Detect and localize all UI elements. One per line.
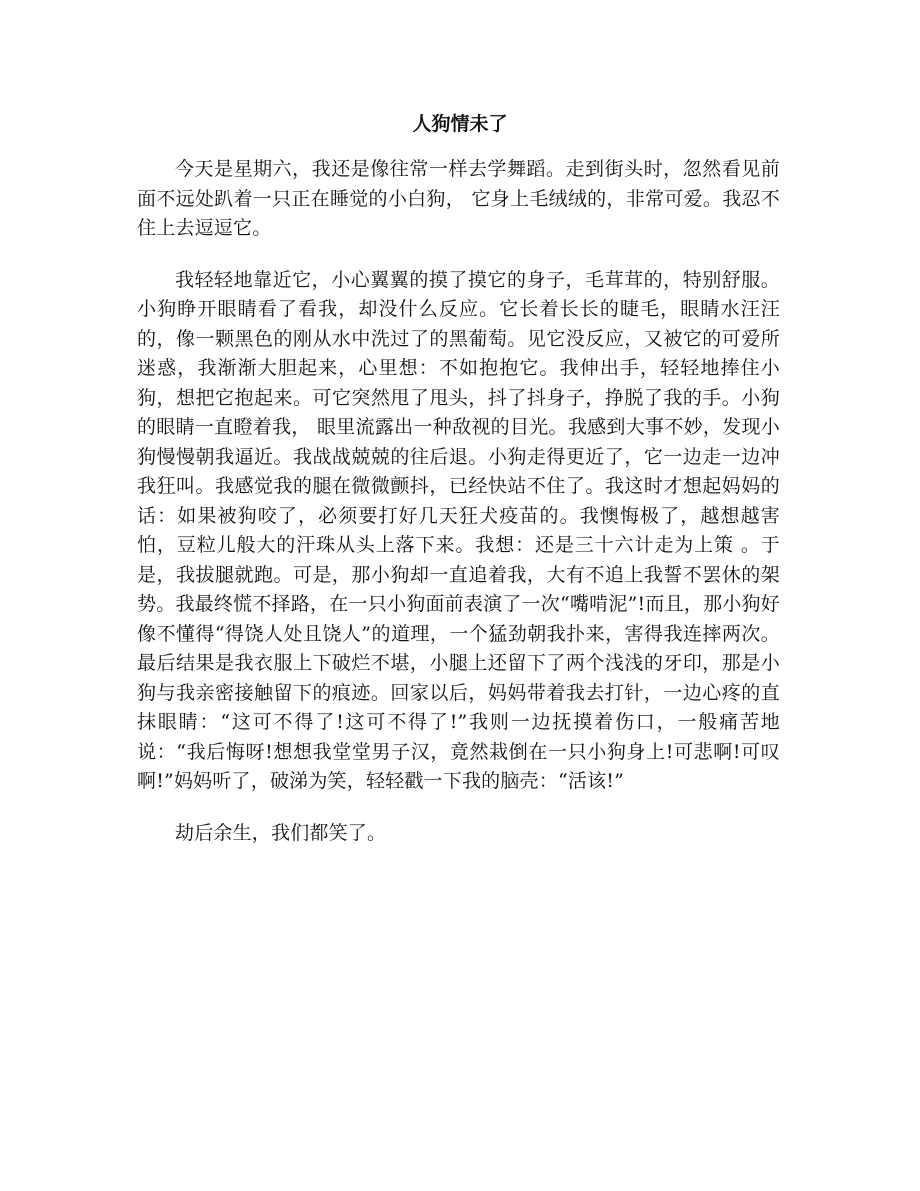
document-title: 人狗情未了 (412, 113, 508, 135)
document-body (137, 155, 780, 870)
paragraph-3: 劫后余生，我们都笑了。 (175, 821, 387, 844)
paragraph-1: 今天是星期六，我还是像往常一样去学舞蹈。走到街头时，忽然看见前面不远处趴着一只正在睡觉的小白狗， 它身上毛绒绒的，非常可爱。我忍不住上去逗逗它。 (137, 158, 780, 239)
paragraph-2: 我轻轻地靠近它，小心翼翼的摸了摸它的身子，毛茸茸的，特别舒服。小狗睁开眼睛看了看我，却没什么反应。它长着长长的睫毛，眼睛水汪汪的，像一颗黑色的刚从水中洗过了的黑葡萄。见它没反应，又被它的可爱所迷惑，我渐渐大胆起来，心里想：不如抱抱它。我伸出手，轻轻地捧住小狗，想把它抱起来。可它突然甩了甩头，抖了抖身子，挣脱了我的手。小狗的眼睛一直瞪着我， 眼里流露出一种敌视的目光。我感到大事不妙，发现小狗慢慢朝我逼近。我战战兢兢的往后退。小狗走得更近了，它一边走一边冲我狂叫。我感觉我的腿在微微颤抖，已经快站不住了。我这时才想起妈妈的话：如果被狗咬了，必须要打好几天狂犬疫苗的。我懊悔极了，越想越害怕，豆粒儿般大的汗珠从头上落下来。我想：还是三十六计走为上策 。于是，我拔腿就跑。可是，那小狗却一直追着我，大有不追上我誓不罢休的架势。我最终慌不择路，在一只小狗面前表演了一次“嘴啃泥”!而且，那小狗好像不懂得“得饶人处且饶人”的道理，一个猛劲朝我扑来，害得我连摔两次。最后结果是我衣服上下破烂不堪，小腿上还留下了两个浅浅的牙印，那是小狗与我亲密接触留下的痕迹。回家以后，妈妈带着我去打针，一边心疼的直抹眼睛：“这可不得了!这可不得了!”我则一边抚摸着伤口，一般痛苦地说：“我后悔呀!想想我堂堂男子汉，竟然栽倒在一只小狗身上!可悲啊!可叹啊!”妈妈听了，破涕为笑，轻轻戳一下我的脑壳：“活该!” (137, 268, 780, 792)
